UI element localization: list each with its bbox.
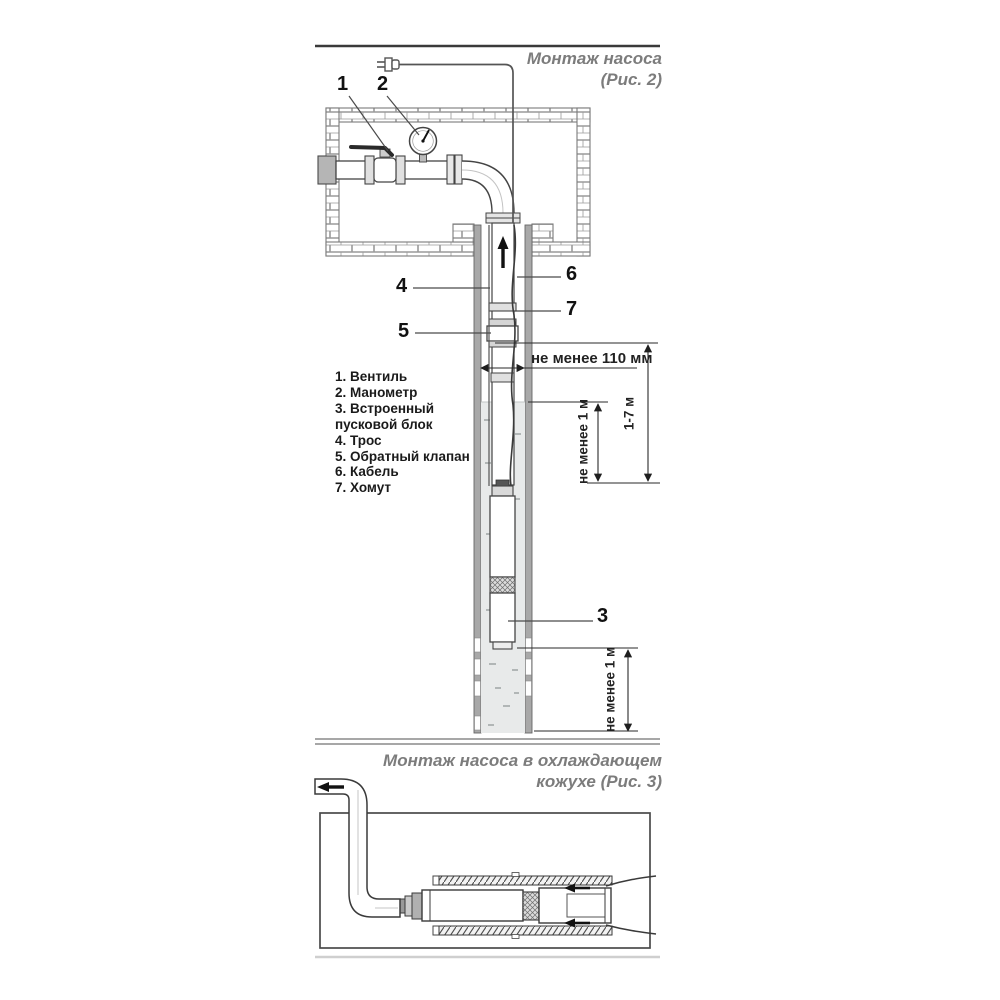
fig2-title: [527, 48, 662, 90]
pump-intake-screen: [523, 892, 539, 920]
fig3-cooling-jacket-diagram: [315, 779, 660, 957]
legend-line: 1. Вентиль: [335, 369, 408, 384]
legend-line: 6. Кабель: [335, 464, 399, 480]
pump-head: [492, 486, 513, 496]
callout-6: 6: [566, 263, 578, 285]
legend: [335, 369, 470, 496]
submersible-pump: [490, 480, 515, 649]
dim-riser-length-label: 1-7 м: [621, 396, 637, 431]
pump-body: [490, 496, 515, 577]
pump-body: [422, 890, 523, 921]
pipe-coupling: [491, 373, 514, 382]
pump-intake-screen: [490, 577, 515, 593]
fig2-title-line1: Монтаж насоса: [526, 49, 662, 68]
pipe-end-coupling: [318, 156, 336, 184]
legend-line: 7. Хомут: [335, 480, 391, 496]
callout-7: 7: [566, 298, 578, 320]
fig3-title-line2: кожухе (Рис. 3): [536, 772, 662, 791]
pipe-union: [447, 155, 462, 184]
wellhead-flange: [486, 213, 520, 223]
pipe-elbow: [462, 161, 514, 213]
callout-1: 1: [337, 73, 349, 95]
pump-bottom-cap: [493, 642, 512, 649]
dim-min-diameter-label: не менее 110 мм: [531, 350, 653, 367]
surface-pipework: [318, 128, 520, 224]
legend-line: 5. Обратный клапан: [335, 448, 470, 464]
pump-motor: [490, 593, 515, 642]
pump-motor: [539, 888, 611, 923]
fig3-title-line1: Монтаж насоса в охлаждающем: [383, 751, 662, 770]
power-plug-icon: [377, 58, 399, 71]
dim-bottom-clearance-label: не менее 1 м: [602, 646, 618, 733]
legend-line: 4. Трос: [335, 432, 382, 448]
legend-line: пусковой блок: [335, 416, 433, 432]
callout-4: 4: [396, 275, 408, 297]
callout-5: 5: [398, 320, 410, 342]
legend-line: 3. Встроенный: [335, 400, 435, 416]
dim-min-submersion-label: не менее 1 м: [575, 398, 591, 485]
callout-3: 3: [597, 605, 609, 627]
legend-line: 2. Манометр: [335, 384, 418, 400]
pump-cable-guard: [496, 480, 509, 486]
fig3-title: [383, 750, 662, 792]
figure-separator: [315, 739, 660, 744]
fig2-title-line2: (Рис. 2): [600, 70, 662, 89]
manometer-icon: [410, 128, 437, 163]
callout-2: 2: [377, 73, 389, 95]
